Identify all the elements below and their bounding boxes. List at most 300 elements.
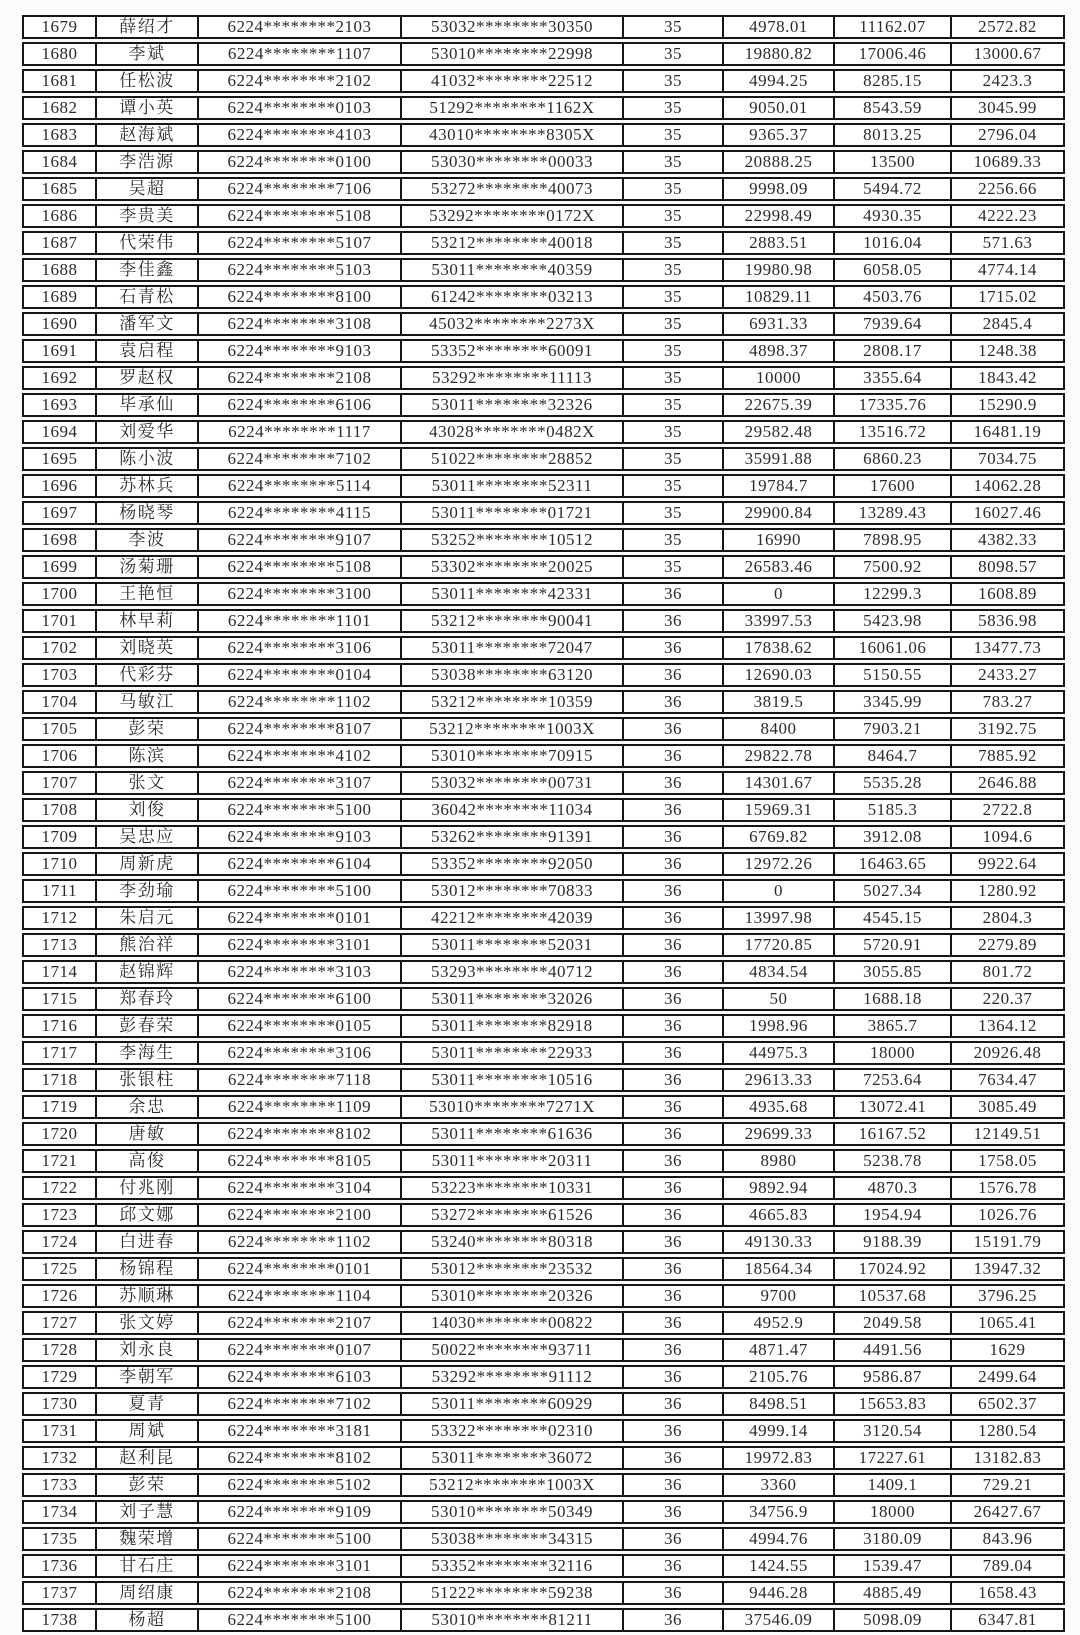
period-cell: 36 <box>622 1041 722 1065</box>
amount-2-cell: 5098.09 <box>833 1608 950 1632</box>
amount-2-cell: 9188.39 <box>833 1230 950 1254</box>
seq-cell: 1702 <box>22 636 95 660</box>
amount-1-cell: 8498.51 <box>722 1392 833 1416</box>
table-row <box>22 1554 1065 1578</box>
amount-3-cell: 13947.32 <box>950 1257 1065 1281</box>
id-number-cell: 53012********23532 <box>400 1257 622 1281</box>
amount-3-cell: 1608.89 <box>950 582 1065 606</box>
name-cell: 杨晓琴 <box>95 501 197 525</box>
amount-3-cell: 2646.88 <box>950 771 1065 795</box>
period-cell: 36 <box>622 1230 722 1254</box>
period-cell: 36 <box>622 1419 722 1443</box>
seq-cell: 1712 <box>22 906 95 930</box>
amount-2-cell: 5423.98 <box>833 609 950 633</box>
amount-1-cell: 17838.62 <box>722 636 833 660</box>
card-number-cell: 6224********3101 <box>197 1554 400 1578</box>
id-number-cell: 53292********91112 <box>400 1365 622 1389</box>
seq-cell: 1679 <box>22 15 95 39</box>
amount-2-cell: 1016.04 <box>833 231 950 255</box>
name-cell: 唐敏 <box>95 1122 197 1146</box>
amount-1-cell: 18564.34 <box>722 1257 833 1281</box>
table-row <box>22 528 1065 552</box>
amount-3-cell: 729.21 <box>950 1473 1065 1497</box>
seq-cell: 1713 <box>22 933 95 957</box>
period-cell: 36 <box>622 744 722 768</box>
card-number-cell: 6224********9103 <box>197 339 400 363</box>
card-number-cell: 6224********9103 <box>197 825 400 849</box>
amount-1-cell: 9050.01 <box>722 96 833 120</box>
seq-cell: 1690 <box>22 312 95 336</box>
seq-cell: 1728 <box>22 1338 95 1362</box>
amount-3-cell: 2804.3 <box>950 906 1065 930</box>
card-number-cell: 6224********3108 <box>197 312 400 336</box>
name-cell: 林早莉 <box>95 609 197 633</box>
card-number-cell: 6224********1107 <box>197 42 400 66</box>
amount-2-cell: 4503.76 <box>833 285 950 309</box>
table-row <box>22 636 1065 660</box>
period-cell: 36 <box>622 1527 722 1551</box>
id-number-cell: 51022********28852 <box>400 447 622 471</box>
id-number-cell: 53272********40073 <box>400 177 622 201</box>
amount-3-cell: 3796.25 <box>950 1284 1065 1308</box>
seq-cell: 1682 <box>22 96 95 120</box>
card-number-cell: 6224********2107 <box>197 1311 400 1335</box>
amount-2-cell: 4930.35 <box>833 204 950 228</box>
table-row <box>22 123 1065 147</box>
table-row <box>22 1230 1065 1254</box>
card-number-cell: 6224********5102 <box>197 1473 400 1497</box>
card-number-cell: 6224********0101 <box>197 1257 400 1281</box>
card-number-cell: 6224********3106 <box>197 1041 400 1065</box>
table-row <box>22 933 1065 957</box>
amount-3-cell: 2796.04 <box>950 123 1065 147</box>
seq-cell: 1708 <box>22 798 95 822</box>
table-row <box>22 150 1065 174</box>
period-cell: 36 <box>622 1608 722 1632</box>
table-row <box>22 231 1065 255</box>
seq-cell: 1701 <box>22 609 95 633</box>
amount-2-cell: 3865.7 <box>833 1014 950 1038</box>
period-cell: 36 <box>622 717 722 741</box>
id-number-cell: 53252********10512 <box>400 528 622 552</box>
table-row <box>22 609 1065 633</box>
id-number-cell: 53212********1003X <box>400 717 622 741</box>
amount-1-cell: 2883.51 <box>722 231 833 255</box>
table-row <box>22 825 1065 849</box>
seq-cell: 1691 <box>22 339 95 363</box>
seq-cell: 1698 <box>22 528 95 552</box>
amount-2-cell: 1539.47 <box>833 1554 950 1578</box>
card-number-cell: 6224********6104 <box>197 852 400 876</box>
amount-2-cell: 13072.41 <box>833 1095 950 1119</box>
id-number-cell: 53011********20311 <box>400 1149 622 1173</box>
amount-3-cell: 2722.8 <box>950 798 1065 822</box>
name-cell: 代荣伟 <box>95 231 197 255</box>
table-row <box>22 1581 1065 1605</box>
period-cell: 35 <box>622 150 722 174</box>
amount-2-cell: 5238.78 <box>833 1149 950 1173</box>
name-cell: 谭小英 <box>95 96 197 120</box>
table-row <box>22 744 1065 768</box>
amount-2-cell: 3120.54 <box>833 1419 950 1443</box>
card-number-cell: 6224********0100 <box>197 150 400 174</box>
amount-1-cell: 9892.94 <box>722 1176 833 1200</box>
amount-1-cell: 17720.85 <box>722 933 833 957</box>
amount-1-cell: 13997.98 <box>722 906 833 930</box>
id-number-cell: 53038********63120 <box>400 663 622 687</box>
name-cell: 李贵美 <box>95 204 197 228</box>
card-number-cell: 6224********3103 <box>197 960 400 984</box>
card-number-cell: 6224********3100 <box>197 582 400 606</box>
period-cell: 36 <box>622 933 722 957</box>
name-cell: 甘石庄 <box>95 1554 197 1578</box>
card-number-cell: 6224********5107 <box>197 231 400 255</box>
table-row <box>22 906 1065 930</box>
card-number-cell: 6224********1102 <box>197 1230 400 1254</box>
table-row <box>22 447 1065 471</box>
period-cell: 35 <box>622 528 722 552</box>
name-cell: 薛绍才 <box>95 15 197 39</box>
seq-cell: 1688 <box>22 258 95 282</box>
name-cell: 李佳鑫 <box>95 258 197 282</box>
seq-cell: 1705 <box>22 717 95 741</box>
id-number-cell: 53032********00731 <box>400 771 622 795</box>
amount-2-cell: 8285.15 <box>833 69 950 93</box>
amount-1-cell: 4898.37 <box>722 339 833 363</box>
amount-1-cell: 15969.31 <box>722 798 833 822</box>
amount-1-cell: 29822.78 <box>722 744 833 768</box>
period-cell: 36 <box>622 663 722 687</box>
period-cell: 35 <box>622 366 722 390</box>
card-number-cell: 6224********3181 <box>197 1419 400 1443</box>
seq-cell: 1731 <box>22 1419 95 1443</box>
seq-cell: 1704 <box>22 690 95 714</box>
period-cell: 35 <box>622 555 722 579</box>
period-cell: 36 <box>622 1473 722 1497</box>
table-row <box>22 690 1065 714</box>
amount-1-cell: 29900.84 <box>722 501 833 525</box>
id-number-cell: 53262********91391 <box>400 825 622 849</box>
amount-1-cell: 1998.96 <box>722 1014 833 1038</box>
amount-3-cell: 789.04 <box>950 1554 1065 1578</box>
amount-2-cell: 8464.7 <box>833 744 950 768</box>
amount-2-cell: 16061.06 <box>833 636 950 660</box>
card-number-cell: 6224********2102 <box>197 69 400 93</box>
name-cell: 袁启程 <box>95 339 197 363</box>
amount-3-cell: 1280.92 <box>950 879 1065 903</box>
name-cell: 周绍康 <box>95 1581 197 1605</box>
name-cell: 张文婷 <box>95 1311 197 1335</box>
name-cell: 魏荣增 <box>95 1527 197 1551</box>
amount-1-cell: 9998.09 <box>722 177 833 201</box>
payment-roster-table <box>22 12 1065 1635</box>
amount-2-cell: 7898.95 <box>833 528 950 552</box>
period-cell: 35 <box>622 474 722 498</box>
id-number-cell: 53292********11113 <box>400 366 622 390</box>
amount-2-cell: 3345.99 <box>833 690 950 714</box>
table-row <box>22 1608 1065 1632</box>
id-number-cell: 53011********40359 <box>400 258 622 282</box>
amount-1-cell: 50 <box>722 987 833 1011</box>
table-row <box>22 1176 1065 1200</box>
table-row <box>22 555 1065 579</box>
id-number-cell: 53240********80318 <box>400 1230 622 1254</box>
period-cell: 35 <box>622 258 722 282</box>
amount-3-cell: 801.72 <box>950 960 1065 984</box>
period-cell: 35 <box>622 231 722 255</box>
name-cell: 余忠 <box>95 1095 197 1119</box>
amount-2-cell: 8543.59 <box>833 96 950 120</box>
amount-3-cell: 2845.4 <box>950 312 1065 336</box>
amount-3-cell: 783.27 <box>950 690 1065 714</box>
amount-2-cell: 18000 <box>833 1041 950 1065</box>
amount-2-cell: 4885.49 <box>833 1581 950 1605</box>
id-number-cell: 53212********40018 <box>400 231 622 255</box>
amount-2-cell: 5027.34 <box>833 879 950 903</box>
id-number-cell: 53212********10359 <box>400 690 622 714</box>
table-row <box>22 366 1065 390</box>
seq-cell: 1693 <box>22 393 95 417</box>
seq-cell: 1724 <box>22 1230 95 1254</box>
name-cell: 汤菊珊 <box>95 555 197 579</box>
seq-cell: 1734 <box>22 1500 95 1524</box>
table-row <box>22 1149 1065 1173</box>
amount-2-cell: 17227.61 <box>833 1446 950 1470</box>
amount-1-cell: 9365.37 <box>722 123 833 147</box>
amount-1-cell: 10829.11 <box>722 285 833 309</box>
table-row <box>22 1500 1065 1524</box>
period-cell: 36 <box>622 690 722 714</box>
period-cell: 36 <box>622 1500 722 1524</box>
period-cell: 36 <box>622 1068 722 1092</box>
amount-1-cell: 12972.26 <box>722 852 833 876</box>
amount-3-cell: 13477.73 <box>950 636 1065 660</box>
amount-1-cell: 4935.68 <box>722 1095 833 1119</box>
id-number-cell: 53352********32116 <box>400 1554 622 1578</box>
seq-cell: 1685 <box>22 177 95 201</box>
seq-cell: 1715 <box>22 987 95 1011</box>
amount-3-cell: 15290.9 <box>950 393 1065 417</box>
amount-3-cell: 13182.83 <box>950 1446 1065 1470</box>
id-number-cell: 53292********0172X <box>400 204 622 228</box>
id-number-cell: 53011********52311 <box>400 474 622 498</box>
table-row <box>22 42 1065 66</box>
name-cell: 毕承仙 <box>95 393 197 417</box>
amount-3-cell: 1026.76 <box>950 1203 1065 1227</box>
seq-cell: 1689 <box>22 285 95 309</box>
name-cell: 陈小波 <box>95 447 197 471</box>
amount-1-cell: 6769.82 <box>722 825 833 849</box>
amount-3-cell: 1758.05 <box>950 1149 1065 1173</box>
amount-3-cell: 2423.3 <box>950 69 1065 93</box>
amount-1-cell: 29582.48 <box>722 420 833 444</box>
table-row <box>22 177 1065 201</box>
card-number-cell: 6224********4102 <box>197 744 400 768</box>
amount-3-cell: 4774.14 <box>950 258 1065 282</box>
card-number-cell: 6224********2100 <box>197 1203 400 1227</box>
name-cell: 张文 <box>95 771 197 795</box>
table-row <box>22 420 1065 444</box>
amount-2-cell: 3355.64 <box>833 366 950 390</box>
period-cell: 36 <box>622 1554 722 1578</box>
seq-cell: 1725 <box>22 1257 95 1281</box>
table-row <box>22 15 1065 39</box>
period-cell: 35 <box>622 42 722 66</box>
amount-2-cell: 7500.92 <box>833 555 950 579</box>
name-cell: 赵利昆 <box>95 1446 197 1470</box>
amount-1-cell: 3360 <box>722 1473 833 1497</box>
name-cell: 刘爱华 <box>95 420 197 444</box>
table-row <box>22 285 1065 309</box>
table-row <box>22 582 1065 606</box>
period-cell: 36 <box>622 798 722 822</box>
table-row <box>22 339 1065 363</box>
period-cell: 36 <box>622 1203 722 1227</box>
amount-1-cell: 29613.33 <box>722 1068 833 1092</box>
seq-cell: 1711 <box>22 879 95 903</box>
amount-2-cell: 9586.87 <box>833 1365 950 1389</box>
card-number-cell: 6224********6106 <box>197 393 400 417</box>
period-cell: 36 <box>622 906 722 930</box>
seq-cell: 1716 <box>22 1014 95 1038</box>
amount-1-cell: 4834.54 <box>722 960 833 984</box>
period-cell: 36 <box>622 582 722 606</box>
name-cell: 代彩芬 <box>95 663 197 687</box>
card-number-cell: 6224********6100 <box>197 987 400 1011</box>
seq-cell: 1729 <box>22 1365 95 1389</box>
table-row <box>22 960 1065 984</box>
period-cell: 35 <box>622 285 722 309</box>
id-number-cell: 53011********32326 <box>400 393 622 417</box>
period-cell: 36 <box>622 987 722 1011</box>
name-cell: 熊治祥 <box>95 933 197 957</box>
table-row <box>22 1446 1065 1470</box>
id-number-cell: 53011********52031 <box>400 933 622 957</box>
id-number-cell: 45032********2273X <box>400 312 622 336</box>
amount-3-cell: 12149.51 <box>950 1122 1065 1146</box>
amount-3-cell: 15191.79 <box>950 1230 1065 1254</box>
id-number-cell: 51222********59238 <box>400 1581 622 1605</box>
amount-1-cell: 6931.33 <box>722 312 833 336</box>
period-cell: 36 <box>622 1176 722 1200</box>
seq-cell: 1692 <box>22 366 95 390</box>
seq-cell: 1720 <box>22 1122 95 1146</box>
table-row <box>22 798 1065 822</box>
id-number-cell: 41032********22512 <box>400 69 622 93</box>
amount-1-cell: 33997.53 <box>722 609 833 633</box>
name-cell: 李海生 <box>95 1041 197 1065</box>
amount-2-cell: 13500 <box>833 150 950 174</box>
amount-3-cell: 3045.99 <box>950 96 1065 120</box>
amount-1-cell: 4978.01 <box>722 15 833 39</box>
name-cell: 李浩源 <box>95 150 197 174</box>
table-row <box>22 501 1065 525</box>
seq-cell: 1709 <box>22 825 95 849</box>
amount-1-cell: 34756.9 <box>722 1500 833 1524</box>
amount-3-cell: 9922.64 <box>950 852 1065 876</box>
amount-3-cell: 26427.67 <box>950 1500 1065 1524</box>
name-cell: 付兆刚 <box>95 1176 197 1200</box>
amount-2-cell: 18000 <box>833 1500 950 1524</box>
card-number-cell: 6224********3101 <box>197 933 400 957</box>
name-cell: 罗赵权 <box>95 366 197 390</box>
name-cell: 苏顺琳 <box>95 1284 197 1308</box>
seq-cell: 1714 <box>22 960 95 984</box>
seq-cell: 1737 <box>22 1581 95 1605</box>
period-cell: 35 <box>622 339 722 363</box>
period-cell: 35 <box>622 501 722 525</box>
amount-1-cell: 26583.46 <box>722 555 833 579</box>
card-number-cell: 6224********7102 <box>197 447 400 471</box>
amount-2-cell: 5535.28 <box>833 771 950 795</box>
amount-1-cell: 4994.76 <box>722 1527 833 1551</box>
period-cell: 36 <box>622 636 722 660</box>
amount-3-cell: 13000.67 <box>950 42 1065 66</box>
id-number-cell: 53010********50349 <box>400 1500 622 1524</box>
amount-1-cell: 19972.83 <box>722 1446 833 1470</box>
seq-cell: 1736 <box>22 1554 95 1578</box>
id-number-cell: 14030********00822 <box>400 1311 622 1335</box>
amount-2-cell: 1409.1 <box>833 1473 950 1497</box>
period-cell: 36 <box>622 825 722 849</box>
period-cell: 36 <box>622 879 722 903</box>
amount-1-cell: 9700 <box>722 1284 833 1308</box>
amount-2-cell: 17024.92 <box>833 1257 950 1281</box>
name-cell: 苏林兵 <box>95 474 197 498</box>
period-cell: 36 <box>622 1014 722 1038</box>
period-cell: 36 <box>622 1257 722 1281</box>
period-cell: 36 <box>622 960 722 984</box>
card-number-cell: 6224********4103 <box>197 123 400 147</box>
table-row <box>22 1419 1065 1443</box>
amount-2-cell: 17600 <box>833 474 950 498</box>
seq-cell: 1727 <box>22 1311 95 1335</box>
table-row <box>22 1095 1065 1119</box>
id-number-cell: 53010********7271X <box>400 1095 622 1119</box>
amount-2-cell: 1954.94 <box>833 1203 950 1227</box>
period-cell: 36 <box>622 1149 722 1173</box>
table-row <box>22 663 1065 687</box>
amount-2-cell: 6860.23 <box>833 447 950 471</box>
name-cell: 吴忠应 <box>95 825 197 849</box>
amount-2-cell: 3912.08 <box>833 825 950 849</box>
card-number-cell: 6224********1104 <box>197 1284 400 1308</box>
amount-2-cell: 5494.72 <box>833 177 950 201</box>
name-cell: 周新虎 <box>95 852 197 876</box>
amount-3-cell: 843.96 <box>950 1527 1065 1551</box>
amount-3-cell: 4382.33 <box>950 528 1065 552</box>
amount-1-cell: 44975.3 <box>722 1041 833 1065</box>
period-cell: 36 <box>622 1095 722 1119</box>
card-number-cell: 6224********5100 <box>197 798 400 822</box>
amount-2-cell: 16167.52 <box>833 1122 950 1146</box>
card-number-cell: 6224********2108 <box>197 1581 400 1605</box>
id-number-cell: 53302********20025 <box>400 555 622 579</box>
id-number-cell: 51292********1162X <box>400 96 622 120</box>
amount-1-cell: 22675.39 <box>722 393 833 417</box>
seq-cell: 1733 <box>22 1473 95 1497</box>
id-number-cell: 53352********92050 <box>400 852 622 876</box>
card-number-cell: 6224********1109 <box>197 1095 400 1119</box>
id-number-cell: 53038********34315 <box>400 1527 622 1551</box>
card-number-cell: 6224********8100 <box>197 285 400 309</box>
period-cell: 36 <box>622 1446 722 1470</box>
amount-3-cell: 7885.92 <box>950 744 1065 768</box>
seq-cell: 1710 <box>22 852 95 876</box>
seq-cell: 1738 <box>22 1608 95 1632</box>
card-number-cell: 6224********0103 <box>197 96 400 120</box>
table-body <box>22 15 1065 1632</box>
